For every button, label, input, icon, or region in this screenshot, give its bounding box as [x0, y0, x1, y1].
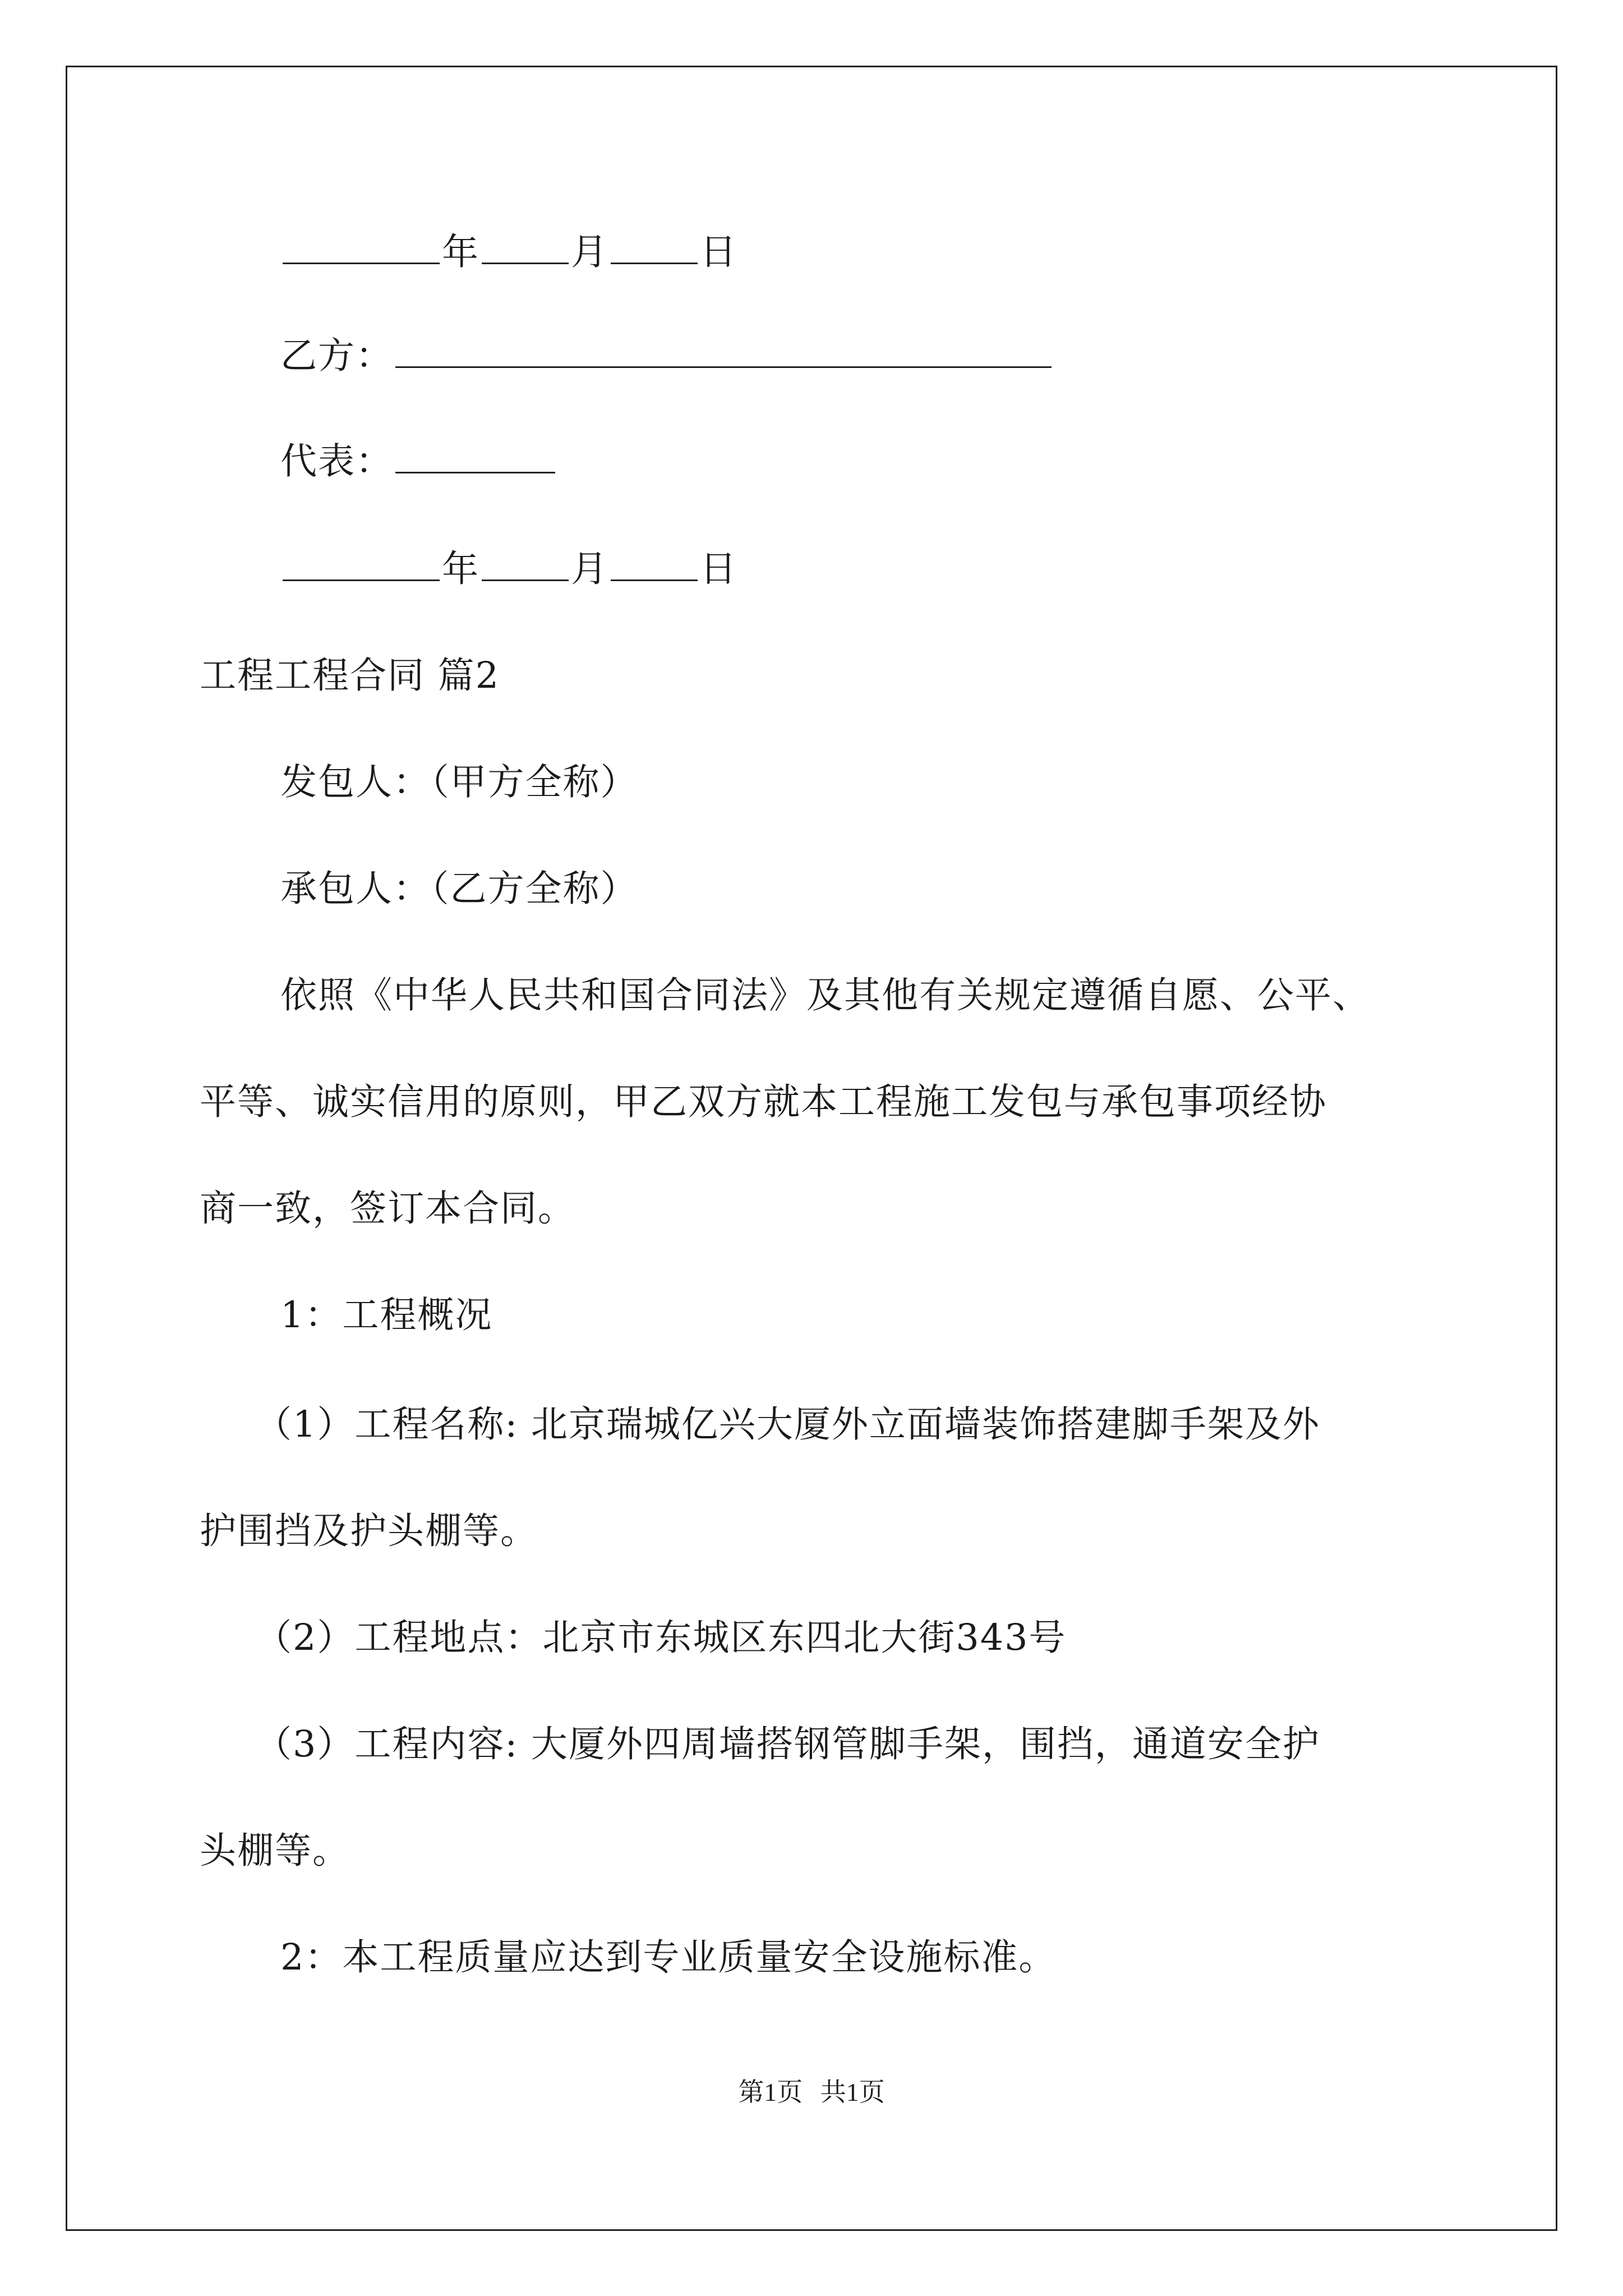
- preamble-line-3: 商一致，签订本合同。: [200, 1188, 576, 1230]
- contractor-line: 承包人：（乙方全称）: [280, 868, 638, 910]
- year-blank[interactable]: [283, 230, 440, 264]
- representative-line: [280, 439, 557, 484]
- preamble-line-1: 依照《中华人民共和国合同法》及其他有关规定遵循自愿、公平、: [280, 974, 1371, 1016]
- page-number-total: 共1页: [820, 2078, 885, 2106]
- clause-1-1-line-1: （1）工程名称: 北京瑞城亿兴大厦外立面墙装饰搭建脚手架及外: [255, 1404, 1320, 1446]
- month-label: 月: [571, 548, 609, 590]
- month-label: 月: [571, 231, 609, 273]
- day-blank[interactable]: [611, 230, 698, 264]
- party-b-line: [280, 334, 1054, 379]
- month-blank[interactable]: [482, 547, 569, 581]
- page-footer: [0, 2076, 1623, 2109]
- party-b-blank[interactable]: [395, 334, 1052, 368]
- year-blank[interactable]: [283, 547, 440, 581]
- clause-1-3-line-1: （3）工程内容: 大厦外四周墙搭钢管脚手架，围挡，通道安全护: [255, 1723, 1320, 1765]
- page-number-current: 第1页: [738, 2078, 803, 2106]
- representative-label: 代表：: [280, 440, 394, 482]
- day-label: 日: [700, 548, 738, 590]
- employer-line: 发包人：（甲方全称）: [280, 761, 638, 803]
- year-label: 年: [442, 231, 480, 273]
- clause-1-3-line-2: 头棚等。: [200, 1830, 351, 1872]
- clause-1-2: （2）工程地点：北京市东城区东四北大街343号: [255, 1617, 1067, 1659]
- representative-blank[interactable]: [395, 439, 555, 473]
- day-blank[interactable]: [611, 547, 698, 581]
- preamble-line-2: 平等、诚实信用的原则，甲乙双方就本工程施工发包与承包事项经协: [200, 1081, 1327, 1123]
- date-line-2: [280, 547, 737, 592]
- clause-1-title: 1：工程概况: [280, 1294, 493, 1336]
- day-label: 日: [700, 231, 738, 273]
- party-b-label: 乙方：: [280, 335, 394, 377]
- page-border: [66, 66, 1557, 2231]
- clause-2: 2：本工程质量应达到专业质量安全设施标准。: [280, 1936, 1057, 1978]
- section-title: 工程工程合同 篇2: [200, 655, 500, 697]
- clause-1-1-line-2: 护围挡及护头棚等。: [200, 1510, 538, 1552]
- year-label: 年: [442, 548, 480, 590]
- month-blank[interactable]: [482, 230, 569, 264]
- date-line-1: [280, 230, 737, 275]
